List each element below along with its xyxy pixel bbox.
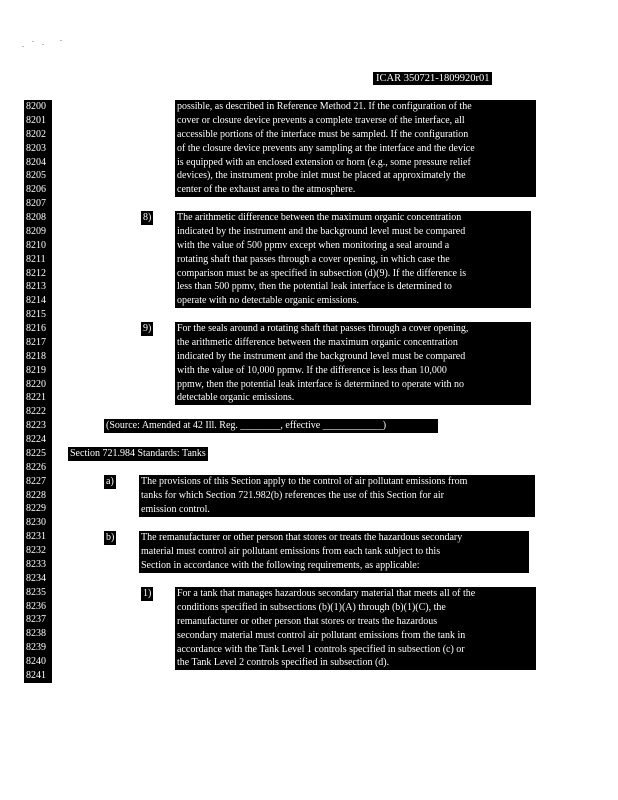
text-line: operate with no detectable organic emissions.: [177, 295, 359, 307]
line-number: 8223: [26, 420, 46, 432]
line-number: 8203: [26, 142, 46, 154]
line-number: 8216: [26, 323, 46, 334]
line-number: 8202: [26, 128, 46, 140]
line-number: 8201: [26, 114, 46, 126]
line-number: 8207: [26, 198, 46, 210]
text-line: The remanufacturer or other person that stores or treats the hazardous secondary: [141, 532, 463, 543]
subsection-b-label: b): [106, 532, 115, 543]
text-line: Section in accordance with the following requirements, as applicable:: [141, 559, 420, 571]
line-number: 8200: [26, 101, 46, 112]
text-line: remanufacturer or other person that stores or treats the hazardous: [177, 615, 438, 627]
text-line: is equipped with an enclosed extension or horn (e.g., some pressure relief: [177, 156, 471, 168]
line-number-gutter: [24, 100, 52, 683]
text-line: with the value of 500 ppmv except when monitoring a seal around a: [177, 239, 450, 251]
item-8-paragraph: [175, 211, 531, 308]
line-number: 8229: [26, 503, 46, 515]
text-line: The provisions of this Section apply to the control of air pollutant emissions from: [141, 476, 468, 487]
line-number: 8212: [26, 267, 46, 279]
text-line: ppmw, then the potential leak interface is determined to operate with no: [177, 378, 465, 390]
line-number: 8221: [26, 392, 46, 404]
line-number: 8204: [26, 156, 46, 168]
intro-paragraph: [175, 100, 536, 197]
line-number: 8235: [26, 586, 46, 598]
line-number: 8233: [26, 558, 46, 570]
text-line: detectable organic emissions.: [177, 392, 295, 404]
text-line: indicated by the instrument and the background level must be compared: [177, 350, 466, 362]
line-number: 8214: [26, 295, 46, 307]
text-line: less than 500 ppmv, then the potential leak interface is determined to: [177, 281, 452, 293]
source-note: (Source: Amended at 42 Ill. Reg. ________, effective ____________): [104, 419, 438, 433]
line-number: 8205: [26, 170, 46, 182]
document-id: ICAR 350721-1809920r01: [373, 72, 492, 85]
subsection-a-paragraph: [139, 475, 535, 517]
text-line: center of the exhaust area to the atmosphere.: [177, 184, 356, 196]
text-line: the arithmetic difference between the maximum organic concentration: [177, 336, 458, 348]
text-line: possible, as described in Reference Method 21. If the configuration of the: [177, 101, 472, 112]
line-number: 8210: [26, 239, 46, 251]
line-number: 8232: [26, 545, 46, 556]
subsection-b-paragraph: [139, 531, 529, 573]
text-line: cover or closure device prevents a complete traverse of the interface, all: [177, 114, 465, 126]
line-number: 8238: [26, 628, 46, 640]
text-line: accessible portions of the interface must be sampled. If the configuration: [177, 128, 469, 140]
line-number: 8224: [26, 434, 46, 445]
line-number: 8209: [26, 225, 46, 237]
text-line: with the value of 10,000 ppmw. If the difference is less than 10,000: [177, 364, 447, 376]
line-number: 8227: [26, 475, 46, 487]
text-line: For a tank that manages hazardous secondary material that meets all of the: [177, 588, 476, 599]
text-line: The arithmetic difference between the maximum organic concentration: [177, 212, 462, 223]
text-line: material must control air pollutant emissions from each tank subject to this: [141, 545, 441, 557]
line-number: 8239: [26, 642, 46, 654]
line-number: 8236: [26, 600, 46, 612]
line-number: 8237: [26, 614, 46, 626]
line-number: 8231: [26, 531, 46, 543]
line-number: 8226: [26, 461, 46, 473]
line-number: 8219: [26, 364, 46, 376]
line-number: 8222: [26, 406, 46, 418]
line-number: 8220: [26, 378, 46, 390]
line-number: 8211: [26, 253, 46, 265]
line-number: 8213: [26, 281, 46, 293]
text-line: accordance with the Tank Level 1 controls specified in subsection (c) or: [177, 643, 465, 655]
text-line: secondary material must control air pollutant emissions from the tank in: [177, 629, 466, 641]
text-line: emission control.: [141, 503, 210, 515]
line-number: 8241: [26, 669, 46, 681]
text-line: For the seals around a rotating shaft that passes through a cover opening,: [177, 323, 469, 334]
text-line: rotating shaft that passes through a cover opening, in which case the: [177, 253, 450, 265]
line-number: 8215: [26, 309, 46, 321]
section-heading: Section 721.984 Standards: Tanks: [70, 448, 206, 459]
subsection-a-label: a): [106, 476, 114, 487]
line-number: 8217: [26, 336, 46, 348]
subsection-b1-label: 1): [143, 588, 152, 599]
scan-specks: [20, 38, 70, 52]
text-line: comparison must be as specified in subsection (d)(9). If the difference is: [177, 267, 467, 279]
line-number: 8228: [26, 489, 46, 501]
item-8-label: 8): [143, 212, 152, 223]
line-number: 8206: [26, 184, 46, 196]
subsection-b1-paragraph: [175, 587, 536, 670]
text-line: indicated by the instrument and the background level must be compared: [177, 225, 466, 237]
line-number: 8218: [26, 350, 46, 362]
item-9-paragraph: [175, 322, 531, 405]
text-line: conditions specified in subsections (b)(1)(A) through (b)(1)(C), the: [177, 601, 446, 613]
text-line: tanks for which Section 721.982(b) references the use of this Section for air: [141, 489, 444, 501]
line-number: 8208: [26, 212, 46, 223]
line-number: 8240: [26, 656, 46, 667]
text-line: of the closure device prevents any sampling at the interface and the device: [177, 142, 475, 154]
item-9-label: 9): [143, 323, 152, 334]
text-line: devices), the instrument probe inlet must be placed at approximately the: [177, 170, 466, 182]
text-line: the Tank Level 2 controls specified in subsection (d).: [177, 657, 390, 669]
line-number: 8234: [26, 572, 46, 584]
line-number: 8230: [26, 517, 46, 529]
line-number: 8225: [26, 447, 46, 459]
